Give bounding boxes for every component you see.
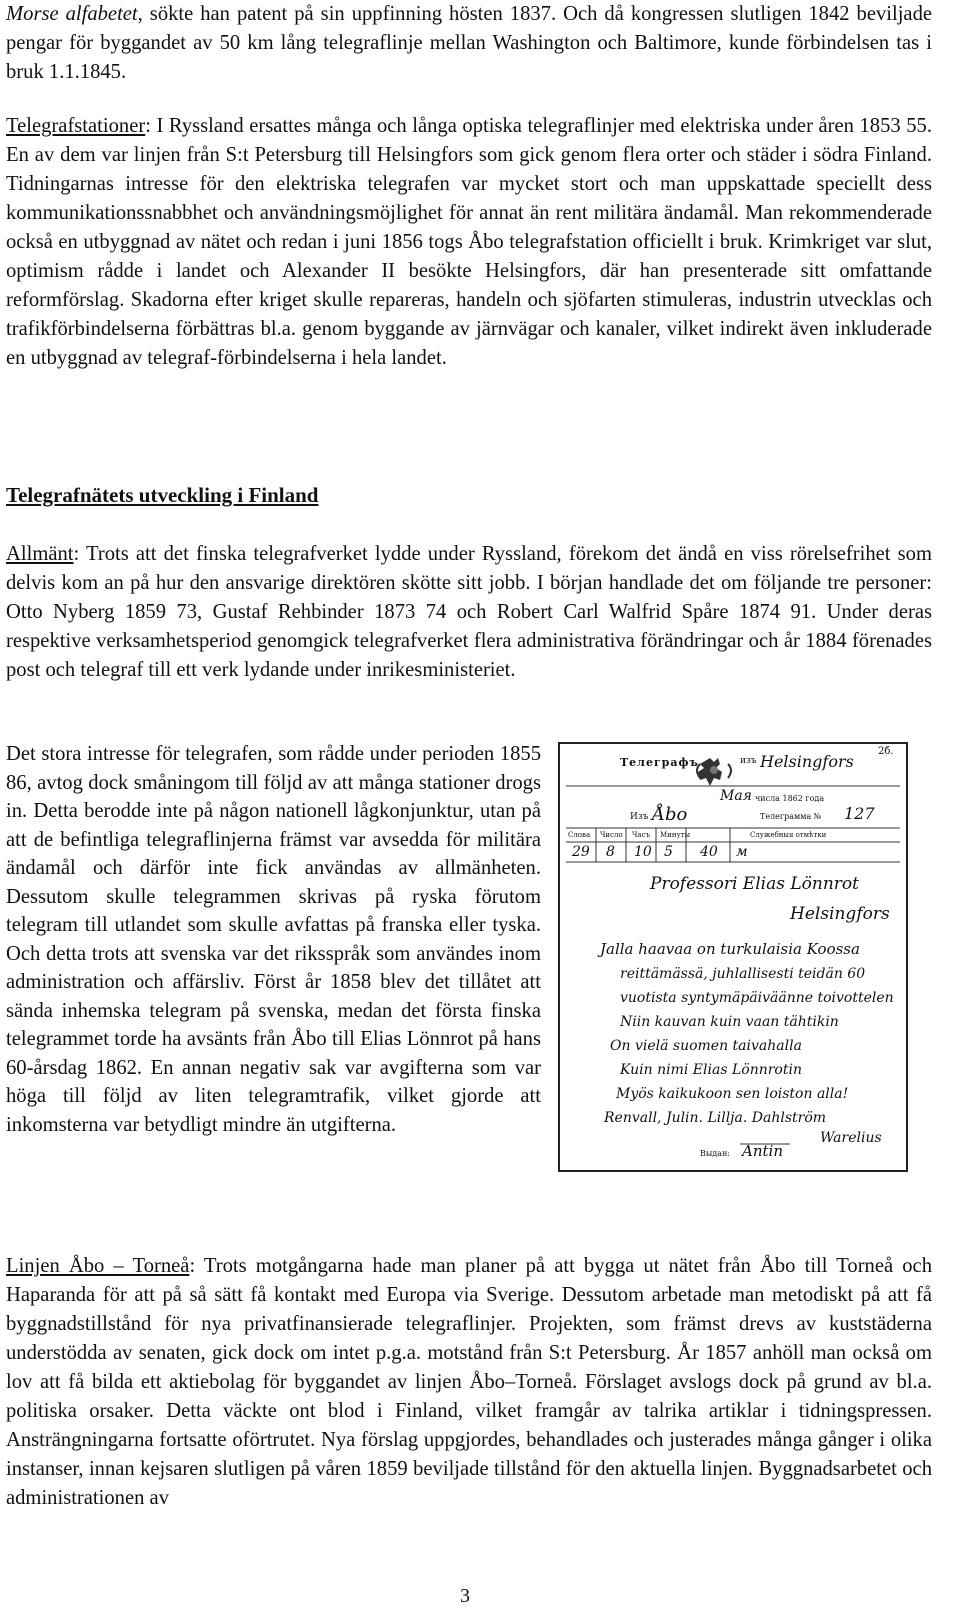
telegram-from-value: Åbo [652,804,688,825]
telegram-row-value-2: 8 [606,844,615,860]
intro-paragraph [6,0,932,87]
linjen-paragraph [6,1252,932,1513]
telegram-row-value-3: 10 [634,844,652,860]
telegram-address-city: Helsingfors [790,904,890,924]
telegram-col-header-2: Число [600,831,623,839]
section-heading: Telegrafnätets utveckling i Finland [6,483,319,507]
telegram-message-line: Jalla haavaa on turkulaisia Koossa [600,940,860,958]
telegram-no-value: 127 [844,804,875,823]
telegram-col-header-3: Часъ [632,831,650,839]
telegram-row-value-1: 29 [572,844,590,860]
telegram-message-line: Niin kauvan kuin vaan tähtikin [620,1014,839,1030]
telegram-message-line: Warelius [820,1130,882,1146]
telegram-header-left: Телеграфъ [620,756,699,769]
telegram-message-line: vuotista syntymäpäiväänne toivottelen [620,990,894,1006]
telegram-year: числа 1862 года [755,794,825,803]
allmant-label: Allmänt [6,543,74,565]
telegrafstationer-paragraph [6,112,932,373]
telegram-city: Helsingfors [760,752,854,771]
intro-italic: Morse alfabetet [6,3,138,25]
telegram-col-header-1: Слова [568,831,591,839]
telegram-page-mark: 2б. [878,746,894,757]
telegram-no-label: Телеграмма № [760,812,822,821]
intro-text: , sökte han patent på sin uppfinning hösten 1837. Och då kongressen slutligen 1842 beviljade pengar för byggandet av 50 km lång telegraflinje mellan Washington och Baltimore, kunde förbindelsen tas i bruk 1.1.1845. [6,3,933,83]
telegram-row-value-6: м [736,844,748,860]
telegram-message-line: Myös kaikukoon sen loiston alla! [616,1086,849,1102]
telegram-message-line: Kuin nimi Elias Lönnrotin [620,1062,802,1078]
telegram-month: Мая [720,788,752,804]
telegram-header-mid: изъ [740,756,757,766]
telegram-message-line: Renvall, Julin. Lillja. Dahlström [604,1110,827,1126]
allmant-paragraph [6,540,932,685]
page-number: 3 [460,1585,470,1607]
telegram-footer-sig: Antin [742,1142,783,1160]
allmant-text: : Trots att det finska telegrafverket lydde under Ryssland, förekom det ändå en viss rörelsefrihet som delvis kom an på hur den ansvarige direktören skötte sitt jobb. I början handlade det om följande tre personer: Otto Nyberg 1859 73, Gustaf Rehbinder 1873 74 och Robert Carl Walfrid Spåre 1874 91. Under deras respektive verksamhetsperiod genomgick telegrafverket flera administrativa förändringar och år 1884 förenades post och telegraf till ett verk lydande under inrikesministeriet. [6,543,932,681]
telegram-message-line: reittämässä, juhlallisesti teidän 60 [620,966,866,982]
column-paragraph: Det stora intresse för telegrafen, som rådde under perioden 1855 86, avtog dock småningom till följd av att många stationer drogs in. Detta berodde inte på någon nationell lågkonjunktur, utan på att de befintliga telegraflinjerna främst var avsedda för militära ändamål och därför inte fick användas av allmänheten. Dessutom skulle telegrammen skrivas på ryska förutom telegram till utlandet som skulle avfattas på franska eller tyska. Och detta trots att svenska var det riksspråk som användes inom administration och affärsliv. Först år 1858 blev det tillåtet att sända inhemska telegram på svenska, medan det första finska telegrammet torde ha avsänts från Åbo till Elias Lönnrot på hans 60-årsdag 1862. En annan negativ sak var avgifterna som var höga till följd av liten telegramtrafik, vilket gjorde att inkomsterna var betydligt mindre än utgifterna. [6,743,541,1136]
telegrafstationer-label: Telegrafstationer [6,115,146,137]
telegram-row-value-5: 40 [700,844,718,860]
telegram-footer-label: Выдан: [700,1149,730,1158]
telegram-row-value-4: 5 [664,844,673,860]
telegram-col-header-4: Минуты [660,831,691,839]
eagle-emblem-icon [697,758,731,786]
linjen-label: Linjen Åbo – Torneå [6,1255,190,1277]
telegram-from-label: Изъ [630,812,649,822]
telegram-image [558,742,908,1172]
linjen-text: : Trots motgångarna hade man planer på att bygga ut nätet från Åbo till Torneå och Haparanda för att på så sätt få kontakt med Europa via Sverige. Dessutom arbetade man metodiskt på att få byggnadstillstånd för nya privatfinansierade telegraflinjer. Projekten, som främst drevs av kuststäderna understödda av senaten, gick dock om intet p.g.a. motstånd från S:t Petersburg. År 1857 anhöll man också om lov att få bilda ett aktiebolag för byggandet av linjen Åbo–Torneå. Förslaget avslogs dock på grund av bl.a. politiska orsaker. Detta väckte ont blod i Finland, vilket framgår av talrika artiklar i tidningspressen. Ansträngningarna fortsatte oförtrutet. Nya förslag uppgjordes, behandlades och justerades många gånger i olika instanser, innan kejsaren slutligen på våren 1859 beviljade tillstånd för den aktuella linjen. Byggnadsarbetet och administrationen av [6,1255,932,1509]
telegram-message-line: On vielä suomen taivahalla [610,1038,802,1054]
telegram-col-header-5: Служебныя отмѣтки [750,831,827,839]
telegrafstationer-text: : I Ryssland ersattes många och långa optiska telegraflinjer med elektriska under åren 1853 55. En av dem var linjen från S:t Petersburg till Helsingfors som gick genom flera orter och städer i södra Finland. Tidningarnas intresse för den elektriska telegrafen var mycket stort och man uppskattade speciellt dess kommunikationssnabbhet och användningsmöjlighet för annat än rent militära ändamål. Man rekommenderade också en utbyggnad av nätet och redan i juni 1856 togs Åbo telegrafstation officiellt i bruk. Krimkriget var slut, optimism rådde i landet och Alexander II besökte Helsingfors, där han presenterade sitt omfattande reformförslag. Skadorna efter kriget skulle repareras, handeln och sjöfarten stimuleras, industrin utvecklas och trafikförbindelserna förbättras bl.a. genom byggande av järnvägar och kanaler, vilket indirekt även inkluderade en utbyggnad av telegraf-förbindelserna i hela landet. [6,115,932,369]
telegram-address-name: Professori Elias Lönnrot [650,874,859,894]
